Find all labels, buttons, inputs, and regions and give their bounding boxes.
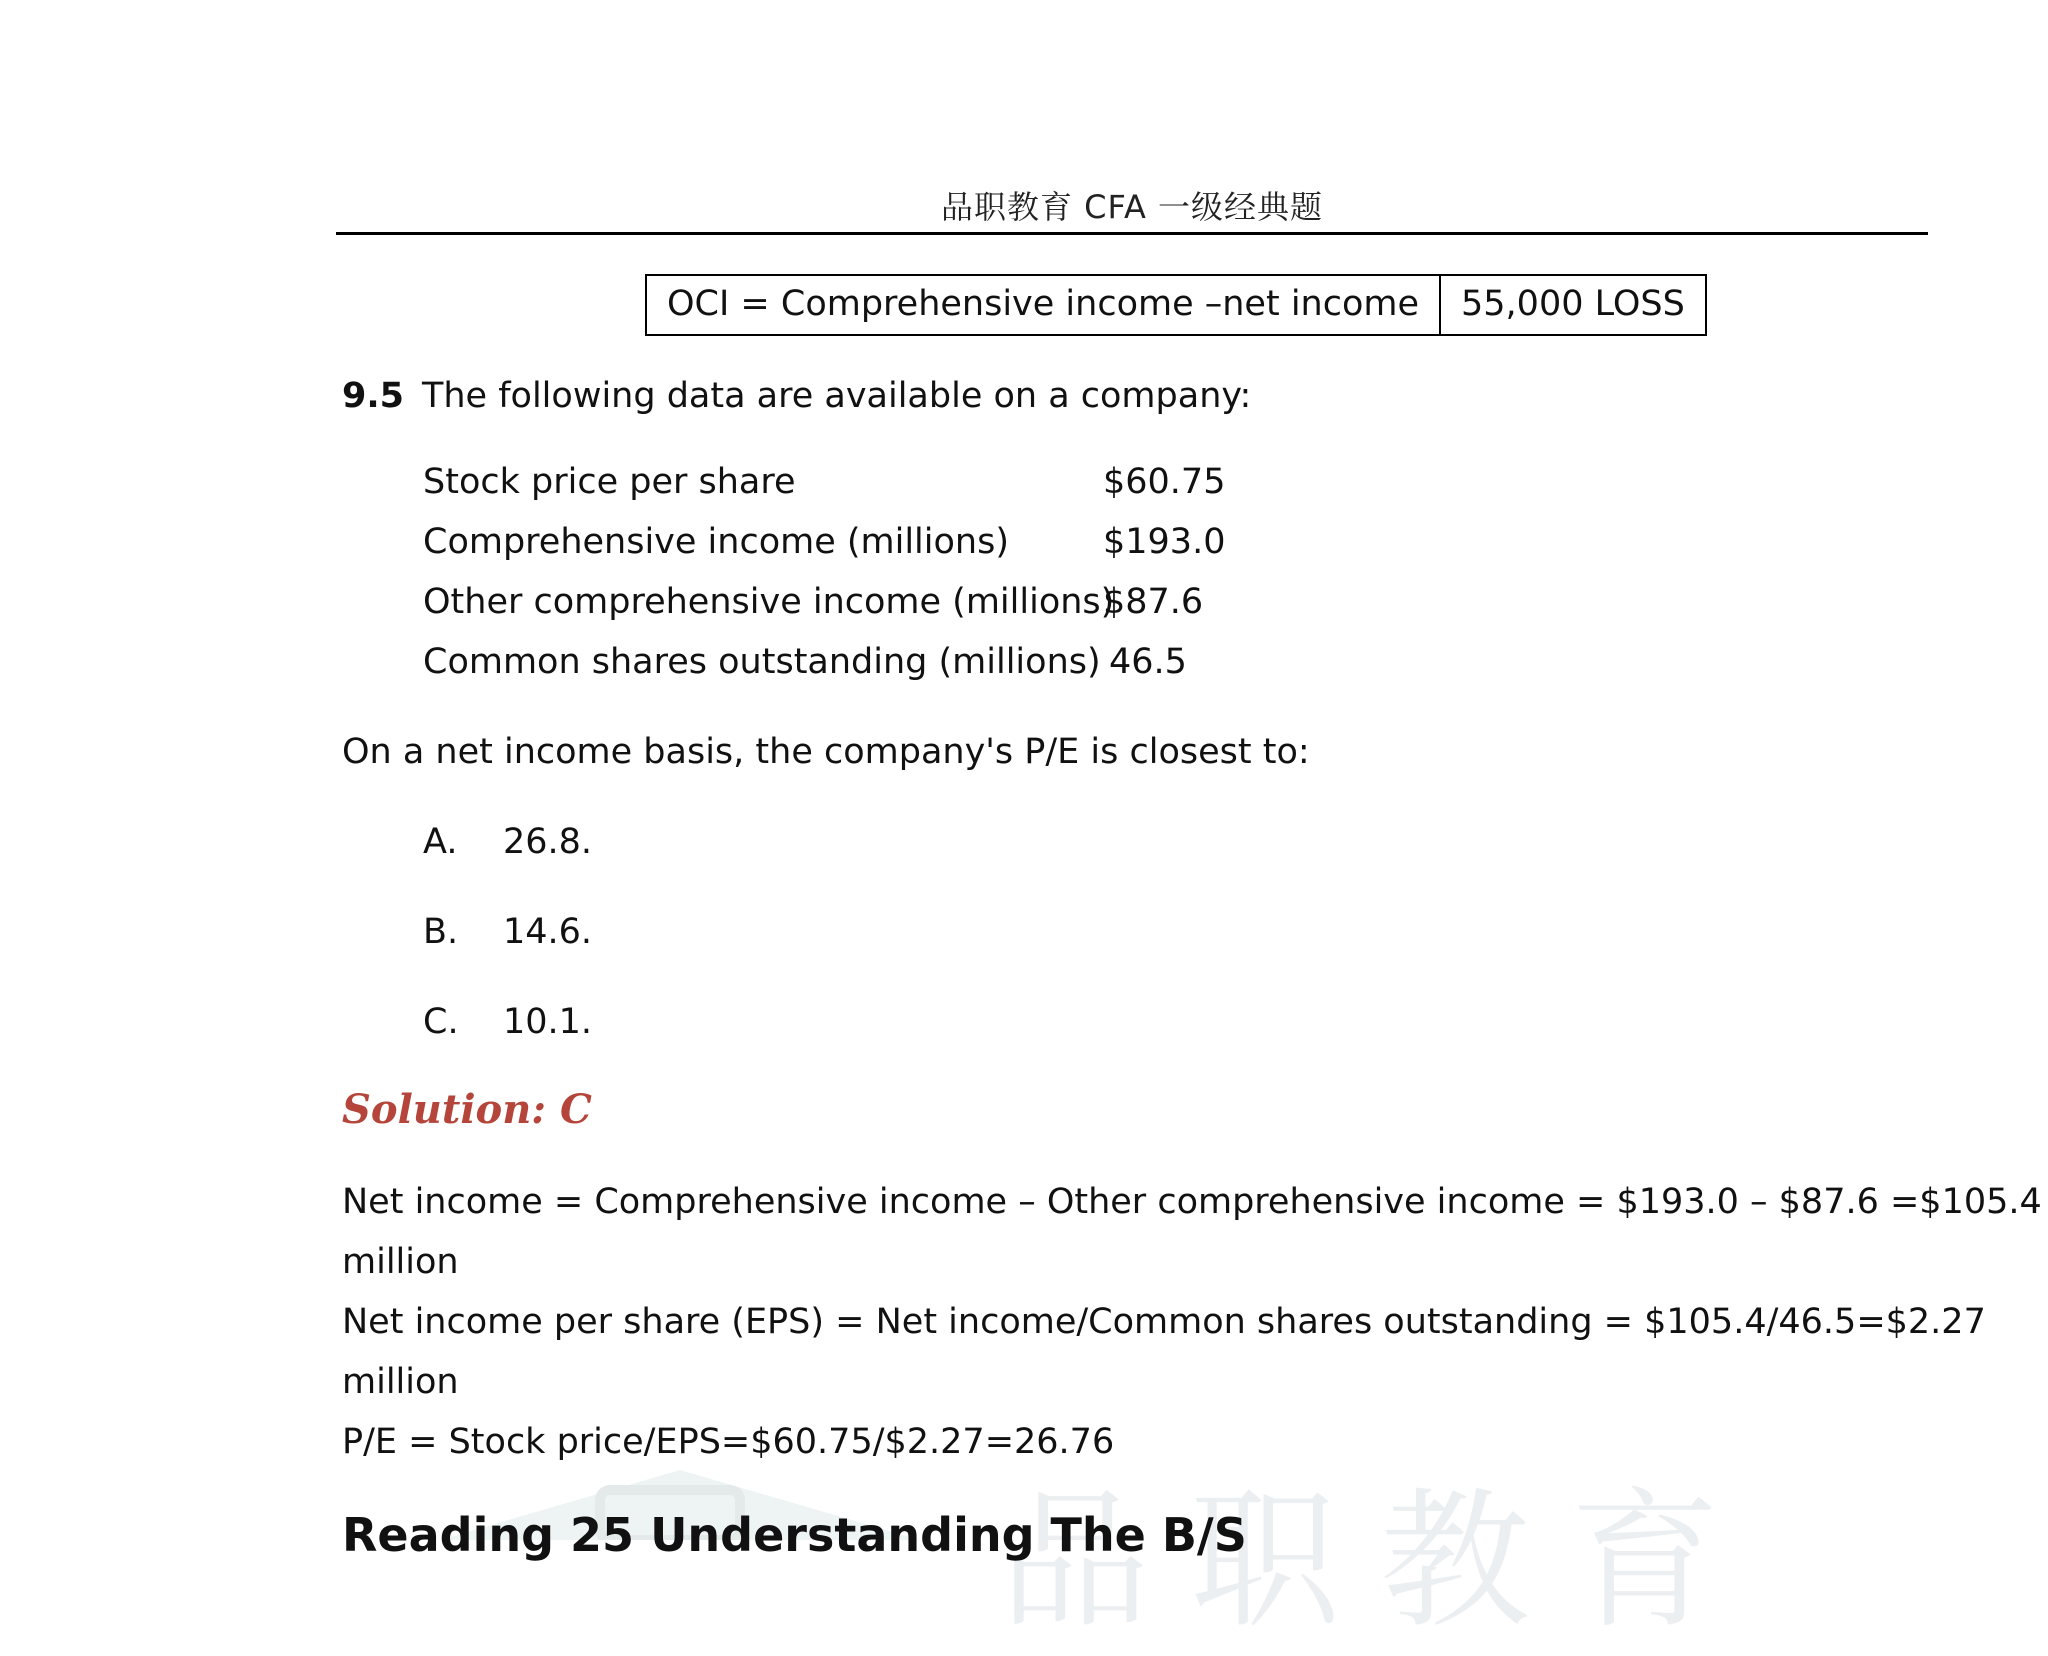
data-value: 46.5 — [1109, 642, 1187, 682]
option-value: 26.8. — [503, 822, 593, 862]
solution-title: Solution: C — [342, 1086, 592, 1133]
question-number: 9.5 — [342, 376, 405, 416]
solution-line: million — [342, 1242, 459, 1282]
oci-result-cell: 55,000 LOSS — [1440, 275, 1706, 335]
option-value: 14.6. — [503, 912, 593, 952]
oci-formula-row — [646, 275, 1706, 335]
solution-line: P/E = Stock price/EPS=$60.75/$2.27=26.76 — [342, 1422, 1115, 1462]
question-prompt: On a net income basis, the company's P/E is closest to: — [342, 732, 1310, 772]
option-value: 10.1. — [503, 1002, 593, 1042]
question-intro: The following data are available on a company: — [422, 376, 1252, 416]
watermark-text: 品职教育 — [1000, 1475, 1761, 1649]
next-section-heading: Reading 25 Understanding The B/S — [342, 1508, 1247, 1562]
solution-line: Net income per share (EPS) = Net income/Common shares outstanding = $105.4/46.5=$2.27 — [342, 1302, 1986, 1342]
oci-formula-table — [645, 274, 1707, 336]
question-heading — [342, 376, 1251, 416]
option-letter: B. — [423, 912, 459, 952]
data-value: $60.75 — [1103, 462, 1226, 502]
data-label: Stock price per share — [423, 462, 796, 502]
data-value: $87.6 — [1103, 582, 1204, 622]
option-letter: C. — [423, 1002, 459, 1042]
oci-formula-cell: OCI = Comprehensive income –net income — [646, 275, 1440, 335]
header-divider — [336, 232, 1928, 235]
solution-line: Net income = Comprehensive income – Other comprehensive income = $193.0 – $87.6 =$105.4 — [342, 1182, 2042, 1222]
solution-line: million — [342, 1362, 459, 1402]
data-label: Comprehensive income (millions) — [423, 522, 1009, 562]
page-header-title: 品职教育 CFA 一级经典题 — [940, 188, 1324, 226]
option-letter: A. — [423, 822, 458, 862]
data-label: Common shares outstanding (millions) — [423, 642, 1101, 682]
solution-body — [342, 1172, 2042, 1472]
data-value: $193.0 — [1103, 522, 1226, 562]
data-label: Other comprehensive income (millions) — [423, 582, 1115, 622]
